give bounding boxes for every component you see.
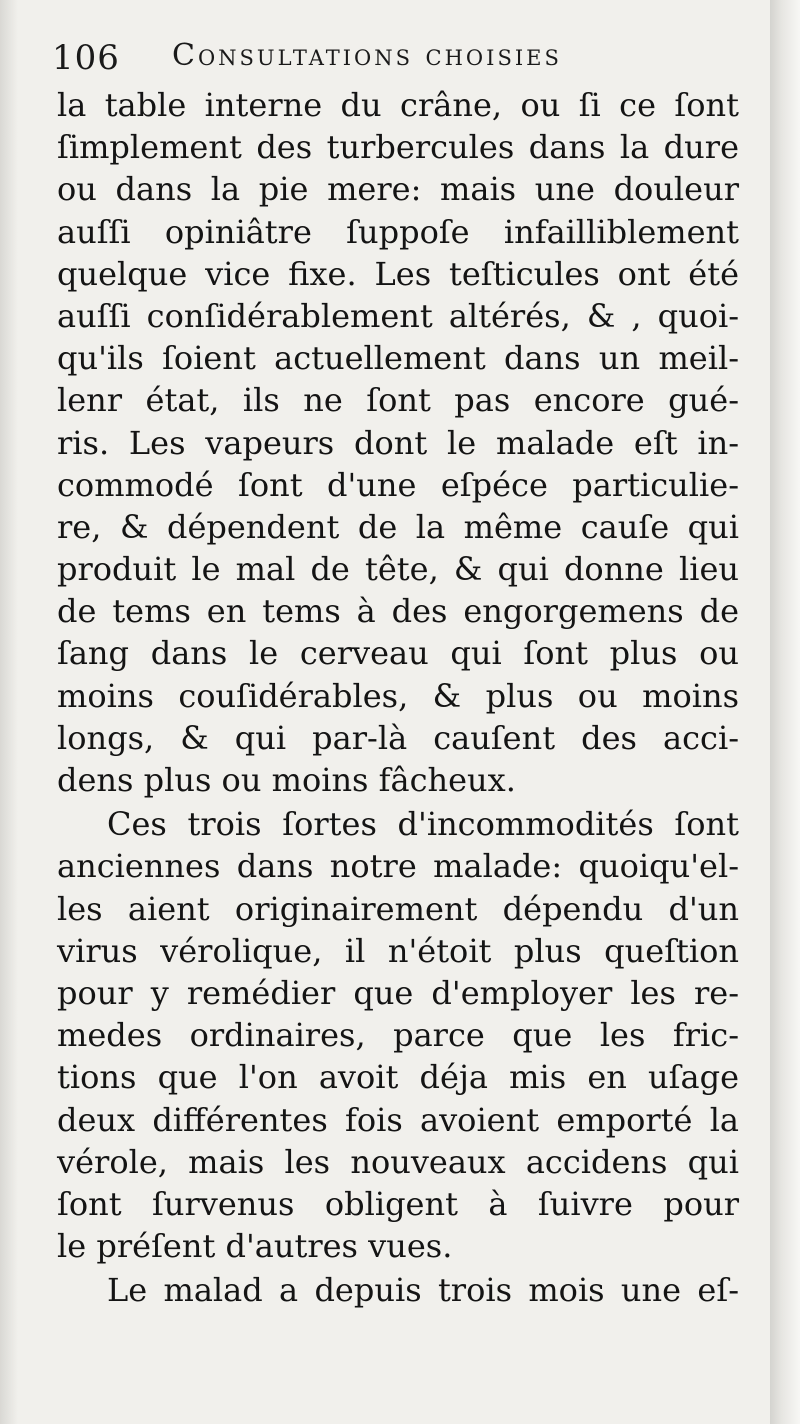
page-edge xyxy=(770,0,800,1424)
text-line: de tems en tems à des engorgemens de xyxy=(57,592,739,631)
page-header xyxy=(0,38,782,88)
text-line: ſang dans le cerveau qui ſont plus ou xyxy=(57,634,739,673)
text-line: re, & dépendent de la même cauſe qui xyxy=(57,507,739,546)
text-line: dens plus ou moins fâcheux. xyxy=(57,761,516,799)
text-line: la table interne du crâne, ou ſi ce ſont xyxy=(57,86,739,124)
running-title: Consultations choisies xyxy=(172,38,562,73)
text-line: le préſent d'autres vues. xyxy=(57,1227,453,1266)
text-line: Ces trois ſortes d'incommodités ſont xyxy=(107,805,739,844)
text-line: ris. Les vapeurs dont le malade eſt in- xyxy=(57,423,739,462)
page-number: 106 xyxy=(52,38,120,78)
text-line: deux différentes fois avoient emporté la xyxy=(57,1100,739,1139)
text-line: commodé ſont d'une eſpéce particulie- xyxy=(57,465,739,504)
text-line: produit le mal de tête, & qui donne lieu xyxy=(57,550,739,589)
text-line: auſſi conſidérablement altérés, & , quoi- xyxy=(57,296,739,335)
text-line: quelque vice fixe. Les teſticules ont été xyxy=(57,254,739,293)
text-line: auſſi opiniâtre ſuppoſe infailliblement xyxy=(57,212,739,251)
text-line: qu'ils ſoient actuellement dans un meil- xyxy=(57,339,739,378)
text-line: ſimplement des turbercules dans la dure xyxy=(57,128,739,167)
text-line: pour y remédier que d'employer les re- xyxy=(57,973,739,1012)
text-line: longs, & qui par-là cauſent des acci- xyxy=(57,718,739,757)
text-line: Le malad a depuis trois mois une eſ- xyxy=(107,1271,739,1310)
body-text xyxy=(57,84,739,1311)
text-line: moins couſidérables, & plus ou moins xyxy=(57,676,739,715)
text-line: vérole, mais les nouveaux accidens qui xyxy=(57,1142,739,1181)
text-line: ſont ſurvenus obligent à ſuivre pour xyxy=(57,1184,739,1223)
gutter-shadow xyxy=(0,0,18,1424)
text-line: tions que l'on avoit déja mis en uſage xyxy=(57,1058,739,1097)
text-line: virus vérolique, il n'étoit plus queſtion xyxy=(57,931,739,970)
text-line: les aient originairement dépendu d'un xyxy=(57,889,739,928)
text-line: medes ordinaires, parce que les fric- xyxy=(57,1016,739,1055)
text-line: lenr état, ils ne ſont pas encore gué- xyxy=(57,381,739,420)
text-line: anciennes dans notre malade: quoiqu'el- xyxy=(57,847,739,886)
text-line: ou dans la pie mere: mais une douleur xyxy=(57,170,739,209)
